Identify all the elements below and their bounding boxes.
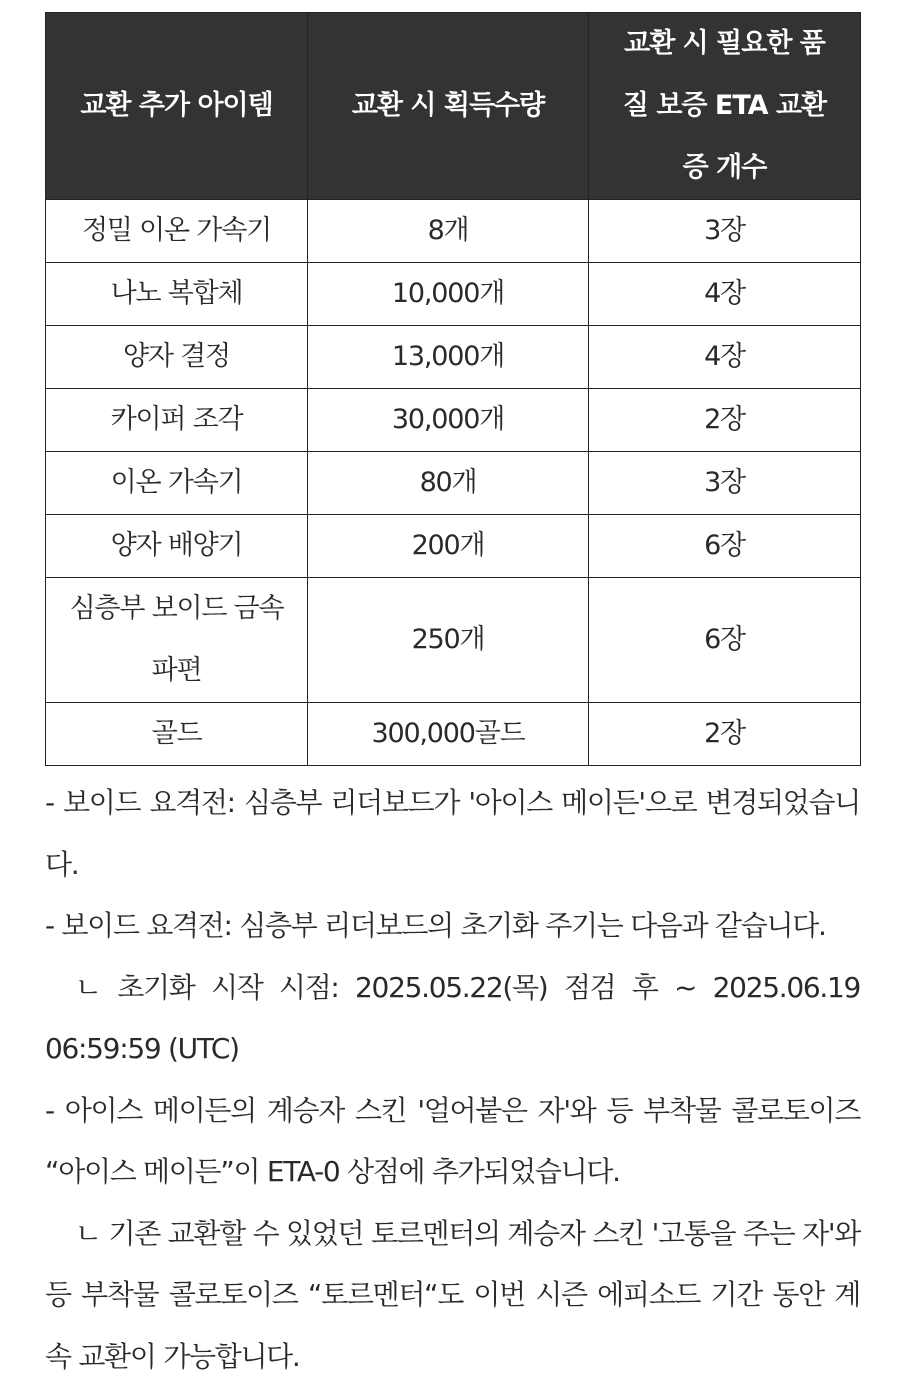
cell-quantity: 13,000개 (308, 326, 589, 389)
cell-item: 양자 결정 (46, 326, 308, 389)
note-paragraph: - 아이스 메이든의 계승자 스킨 '얼어붙은 자'와 등 부착물 콜로토이즈 “아이스 메이든”이 ETA-0 상점에 추가되었습니다. (45, 1080, 860, 1203)
note-sub-paragraph: ㄴ 기존 교환할 수 있었던 토르멘터의 계승자 스킨 '고통을 주는 자'와 등 부착물 콜로토이즈 “토르멘터“도 이번 시즌 에피소드 기간 동안 계속 교환이 가능합니다. (45, 1203, 860, 1387)
cell-tickets: 3장 (589, 452, 861, 515)
note-paragraph: - 보이드 요격전: 심층부 리더보드가 '아이스 메이든'으로 변경되었습니다. (45, 772, 860, 895)
table-row (46, 578, 861, 703)
cell-tickets: 2장 (589, 389, 861, 452)
header-row (46, 13, 861, 200)
table-row (46, 515, 861, 578)
table-row (46, 703, 861, 766)
cell-tickets: 6장 (589, 578, 861, 703)
table-row (46, 389, 861, 452)
cell-tickets: 4장 (589, 263, 861, 326)
note-paragraph: - 보이드 요격전: 심층부 리더보드의 초기화 주기는 다음과 같습니다. (45, 895, 860, 957)
cell-item: 카이퍼 조각 (46, 389, 308, 452)
cell-tickets: 2장 (589, 703, 861, 766)
exchange-table-header (46, 13, 861, 200)
exchange-table-body (46, 200, 861, 766)
table-row (46, 200, 861, 263)
cell-item: 양자 배양기 (46, 515, 308, 578)
cell-item: 이온 가속기 (46, 452, 308, 515)
document-content (45, 12, 860, 1387)
table-row (46, 263, 861, 326)
cell-tickets: 6장 (589, 515, 861, 578)
cell-tickets: 4장 (589, 326, 861, 389)
cell-quantity: 200개 (308, 515, 589, 578)
cell-quantity: 30,000개 (308, 389, 589, 452)
cell-quantity: 8개 (308, 200, 589, 263)
cell-quantity: 10,000개 (308, 263, 589, 326)
cell-item: 골드 (46, 703, 308, 766)
patch-notes (45, 772, 860, 1387)
cell-item: 정밀 이온 가속기 (46, 200, 308, 263)
cell-item: 나노 복합체 (46, 263, 308, 326)
note-sub-paragraph: ㄴ 초기화 시작 시점: 2025.05.22(목) 점검 후 ~ 2025.06.19 06:59:59 (UTC) (45, 957, 860, 1080)
header-tickets: 교환 시 필요한 품질 보증 ETA 교환증 개수 (589, 13, 861, 200)
header-item: 교환 추가 아이템 (46, 13, 308, 200)
exchange-table (45, 12, 861, 766)
cell-quantity: 80개 (308, 452, 589, 515)
table-row (46, 326, 861, 389)
cell-item: 심층부 보이드 금속 파편 (46, 578, 308, 703)
cell-quantity: 250개 (308, 578, 589, 703)
cell-tickets: 3장 (589, 200, 861, 263)
header-quantity: 교환 시 획득수량 (308, 13, 589, 200)
table-row (46, 452, 861, 515)
cell-quantity: 300,000골드 (308, 703, 589, 766)
